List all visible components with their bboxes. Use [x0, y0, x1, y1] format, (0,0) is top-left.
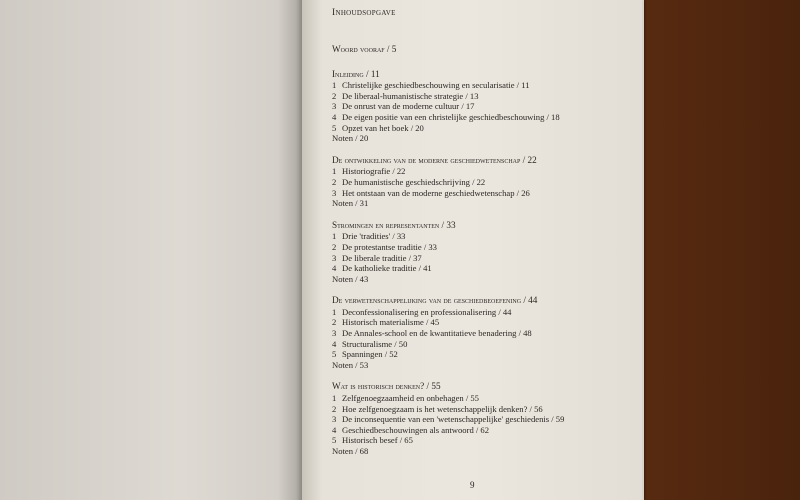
notes-line: Noten / 20 — [332, 133, 369, 144]
toc-section — [332, 295, 632, 370]
entry-title: De eigen positie van een christelijke geschiedbeschouwing / 18 — [342, 111, 560, 122]
notes-line: Noten / 53 — [332, 359, 369, 370]
entry-number: 5 — [332, 122, 337, 133]
section-heading: Inleiding / 11 — [332, 68, 380, 79]
notes-line: Noten / 68 — [332, 446, 369, 456]
toc-section — [332, 381, 632, 456]
toc-entry — [332, 339, 632, 350]
toc-entry — [332, 317, 632, 328]
right-page — [302, 0, 642, 500]
toc-entry — [332, 349, 632, 360]
entry-title: Christelijke geschiedbeschouwing en secularisatie / 11 — [342, 80, 530, 91]
entry-title: De liberale traditie / 37 — [342, 252, 422, 263]
page-number: 9 — [470, 480, 475, 490]
entry-title: Geschiedbeschouwingen als antwoord / 62 — [342, 424, 490, 435]
toc-entry — [332, 435, 632, 446]
section-heading: De verwetenschappelijking van de geschiedbeoefening / 44 — [332, 295, 538, 306]
entry-number: 5 — [332, 349, 337, 360]
toc-entry — [332, 263, 632, 274]
entry-number: 3 — [332, 328, 337, 339]
entry-title: De Annales-school en de kwantitatieve benadering / 48 — [342, 328, 532, 339]
entry-number: 4 — [332, 424, 337, 435]
entry-title: Drie 'tradities' / 33 — [342, 231, 406, 242]
section-heading: De ontwikkeling van de moderne geschiedwetenschap / 22 — [332, 154, 537, 165]
entry-number: 2 — [332, 241, 337, 252]
entry-title: Structuralisme / 50 — [342, 338, 408, 349]
entry-number: 1 — [332, 393, 337, 404]
running-head: Inhoudsopgave — [332, 8, 396, 18]
toc-entry — [332, 101, 632, 112]
entry-title: Deconfessionalisering en professionalisering / 44 — [342, 306, 512, 317]
section-heading: Wat is historisch denken? / 55 — [332, 381, 441, 392]
entry-number: 4 — [332, 338, 337, 349]
entry-title: Het ontstaan van de moderne geschiedwetenschap / 26 — [342, 187, 530, 198]
entry-number: 3 — [332, 101, 337, 112]
foreword-heading: Woord vooraf / 5 — [332, 44, 397, 54]
entry-number: 1 — [332, 306, 337, 317]
entry-title: De inconsequentie van een 'wetenschappelijke' geschiedenis / 59 — [342, 414, 565, 425]
entry-number: 3 — [332, 187, 337, 198]
toc-entry — [332, 166, 632, 177]
toc-entry — [332, 123, 632, 134]
toc-entry — [332, 425, 632, 436]
entry-number: 2 — [332, 90, 337, 101]
toc-section — [332, 69, 632, 144]
toc-entry — [332, 307, 632, 318]
toc-entry — [332, 414, 632, 425]
entry-number: 2 — [332, 176, 337, 187]
toc-entry — [332, 91, 632, 102]
entry-title: Historisch materialisme / 45 — [342, 317, 440, 328]
toc-entry — [332, 231, 632, 242]
toc-foreword — [332, 44, 632, 55]
entry-title: Historisch besef / 65 — [342, 435, 413, 446]
entry-number: 2 — [332, 317, 337, 328]
entry-title: Historiografie / 22 — [342, 166, 406, 177]
entry-number: 1 — [332, 231, 337, 242]
toc-entry — [332, 404, 632, 415]
left-page — [0, 0, 302, 500]
entry-number: 2 — [332, 403, 337, 414]
entry-title: Spanningen / 52 — [342, 349, 398, 360]
entry-title: De humanistische geschiedschrijving / 22 — [342, 176, 486, 187]
entry-title: Hoe zelfgenoegzaam is het wetenschappelijk denken? / 56 — [342, 403, 543, 414]
notes-line: Noten / 31 — [332, 198, 369, 209]
table-of-contents — [332, 44, 632, 468]
toc-section — [332, 220, 632, 285]
toc-entry — [332, 253, 632, 264]
section-heading: Stromingen en representanten / 33 — [332, 219, 456, 230]
entry-number: 3 — [332, 414, 337, 425]
entry-title: De liberaal-humanistische strategie / 13 — [342, 90, 479, 101]
entry-number: 3 — [332, 252, 337, 263]
entry-number: 5 — [332, 435, 337, 446]
entry-title: De onrust van de moderne cultuur / 17 — [342, 101, 475, 112]
notes-line: Noten / 43 — [332, 273, 369, 284]
toc-entry — [332, 80, 632, 91]
entry-number: 1 — [332, 80, 337, 91]
toc-entry — [332, 177, 632, 188]
entry-number: 1 — [332, 166, 337, 177]
entry-title: Opzet van het boek / 20 — [342, 122, 424, 133]
toc-entry — [332, 112, 632, 123]
toc-entry — [332, 242, 632, 253]
entry-title: De protestantse traditie / 33 — [342, 241, 437, 252]
toc-entry — [332, 188, 632, 199]
entry-title: De katholieke traditie / 41 — [342, 263, 432, 274]
toc-entry — [332, 328, 632, 339]
entry-number: 4 — [332, 111, 337, 122]
entry-number: 4 — [332, 263, 337, 274]
toc-entry — [332, 393, 632, 404]
toc-section — [332, 155, 632, 209]
entry-title: Zelfgenoegzaamheid en onbehagen / 55 — [342, 393, 479, 404]
